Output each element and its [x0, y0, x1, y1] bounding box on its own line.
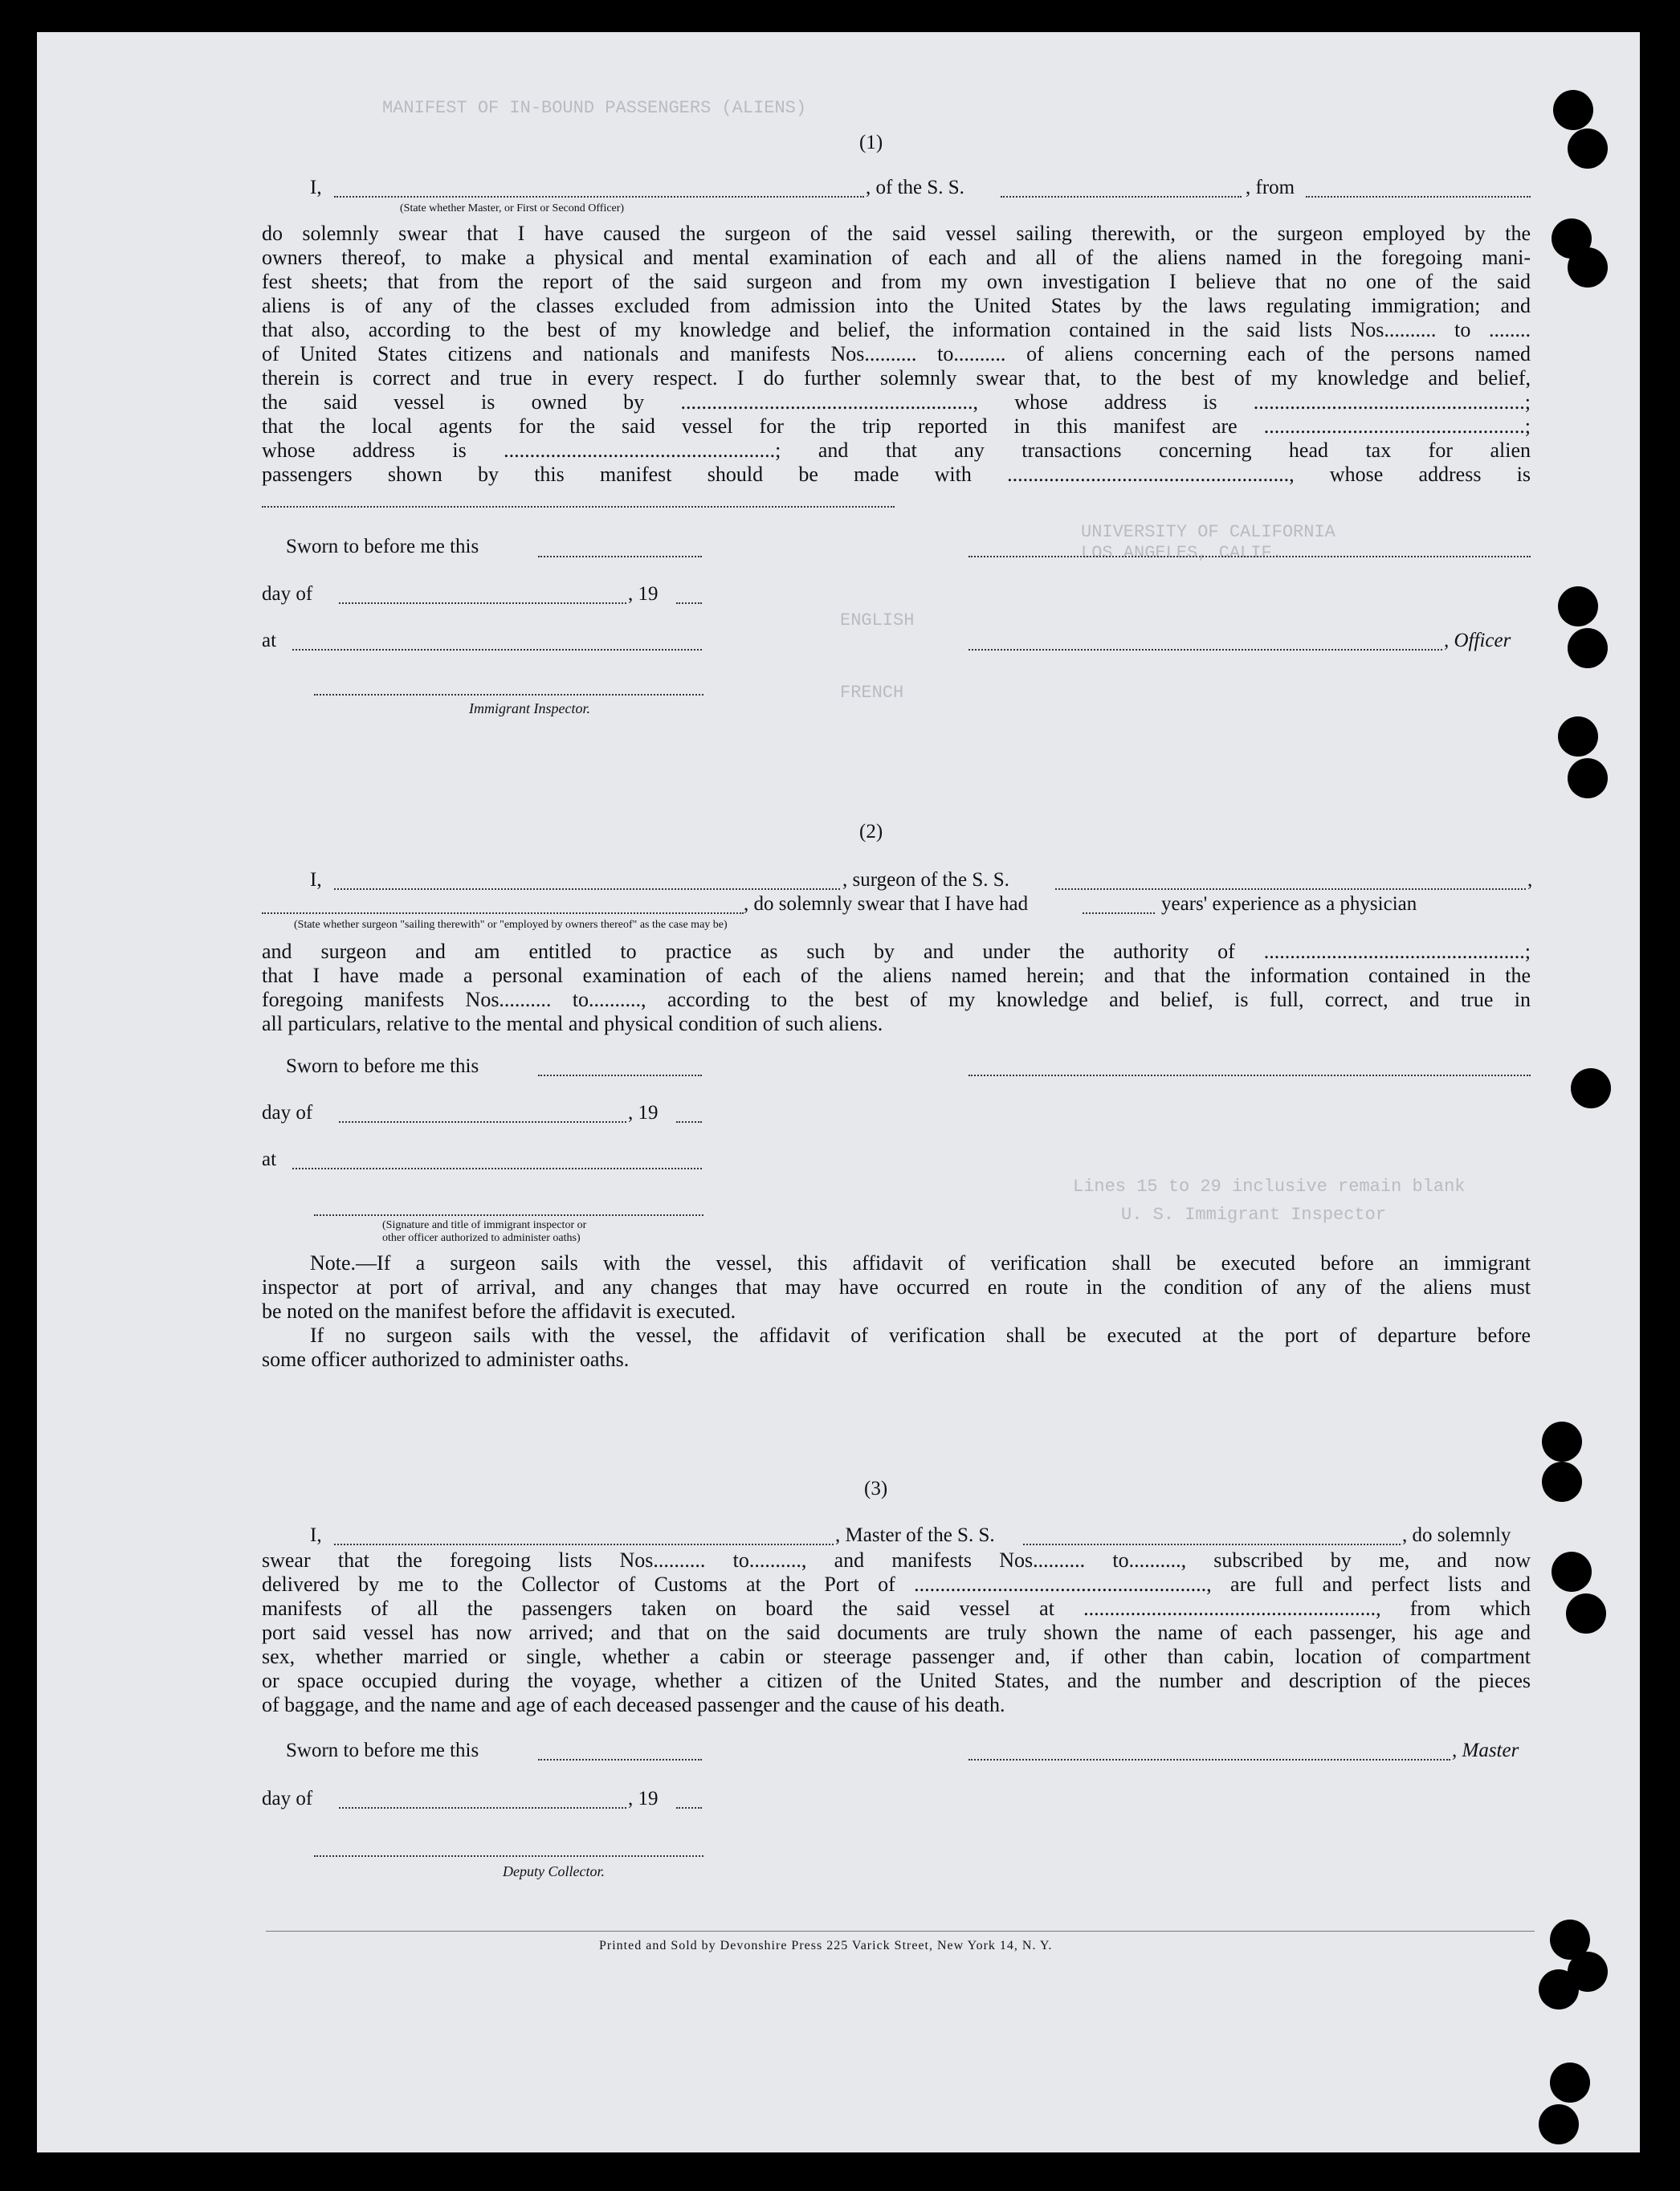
document-page — [37, 32, 1640, 2152]
years-experience-field[interactable] — [1083, 912, 1155, 914]
sworn-label: Sworn to before me this — [286, 536, 479, 557]
bleed-through-line: UNIVERSITY OF CALIFORNIA — [1081, 522, 1335, 542]
sworn-date-field[interactable] — [538, 1075, 702, 1076]
year-prefix: , 19 — [628, 583, 659, 605]
inspector-label: Immigrant Inspector. — [469, 700, 590, 716]
paragraph-line: inspector at port of arrival, and any changes that may have occurred en route in the condition of any of the aliens must — [262, 1275, 1531, 1299]
surgeon-vessel-field[interactable] — [1055, 888, 1526, 890]
paragraph-line: passengers shown by this manifest should be made with ......................................................, whose address is — [262, 463, 1531, 486]
paragraph-line: whose address is ....................................................; and that any transactions concerning head tax for alien — [262, 439, 1531, 462]
punch-hole — [1558, 586, 1598, 626]
paragraph-line: swear that the foregoing lists Nos.......... to.........., and manifests Nos.......... to.........., subscribed by me, and now — [262, 1548, 1531, 1572]
bleed-through-header: MANIFEST OF IN-BOUND PASSENGERS (ALIENS) — [382, 98, 807, 118]
day-of-field[interactable] — [339, 1807, 626, 1809]
officer-signature-line-1[interactable] — [968, 556, 1531, 557]
at-place-field[interactable] — [292, 649, 702, 651]
bleed-through-line: FRENCH — [840, 683, 904, 703]
inspector-signature-field[interactable] — [314, 694, 703, 696]
paragraph-line: of baggage, and the name and age of each deceased passenger and the cause of his death. — [262, 1693, 1005, 1716]
section-2-swear: , do solemnly swear that I have had — [744, 893, 1029, 915]
master-signature-field[interactable] — [968, 1759, 1450, 1761]
section-2-i: I, — [310, 869, 322, 891]
paragraph-line: delivered by me to the Collector of Customs at the Port of ........................................................, are full and perfect lists and — [262, 1573, 1531, 1596]
paragraph-line: that I have made a personal examination of each of the aliens named herein; and that the information contained in the — [262, 964, 1531, 987]
bleed-through-line: U. S. Immigrant Inspector — [1121, 1205, 1387, 1225]
paragraph-line: foregoing manifests Nos.......... to.........., according to the best of my knowledge and belief, is full, correct, and true in — [262, 988, 1531, 1011]
bleed-through-line: Lines 15 to 29 inclusive remain blank — [1073, 1177, 1466, 1197]
section-1-i: I, — [310, 177, 322, 198]
punch-hole — [1568, 247, 1608, 288]
paragraph-line: of United States citizens and nationals and manifests Nos.......... to.......... of aliens concerning each of the persons named — [262, 342, 1531, 365]
paragraph-line: fest sheets; that from the report of the said surgeon and from my own investigation I believe that no one of the said — [262, 270, 1531, 293]
paragraph-line: do solemnly swear that I have caused the surgeon of the said vessel sailing therewith, or the surgeon employed by the — [262, 222, 1531, 245]
section-1-number: (1) — [859, 132, 883, 153]
section-2-years: years' experience as a physician — [1161, 893, 1417, 915]
at-label: at — [262, 1149, 277, 1170]
signature-note-1: (Signature and title of immigrant inspector or — [382, 1219, 587, 1231]
punch-hole — [1568, 129, 1608, 169]
deputy-collector-label: Deputy Collector. — [503, 1863, 605, 1879]
paragraph-line: Note.—If a surgeon sails with the vessel, this affidavit of verification shall be executed before an immigrant — [310, 1251, 1531, 1275]
bleed-through-line: LOS ANGELES, CALIF. — [1081, 543, 1282, 563]
sworn-date-field[interactable] — [538, 1759, 702, 1761]
punch-hole — [1571, 1068, 1611, 1108]
master-field[interactable] — [334, 196, 864, 198]
printer-footer: Printed and Sold by Devonshire Press 225 Varick Street, New York 14, N. Y. — [599, 1939, 1053, 1952]
year-field[interactable] — [676, 1807, 702, 1809]
section-3-master-of-ss: , Master of the S. S. — [835, 1524, 995, 1546]
punch-hole — [1568, 628, 1608, 668]
address-continuation-field[interactable] — [262, 506, 895, 508]
punch-hole — [1542, 1462, 1582, 1502]
surgeon-status-field[interactable] — [262, 912, 744, 914]
punch-hole — [1566, 1593, 1606, 1634]
bleed-through-line: ENGLISH — [840, 610, 915, 630]
section-2-number: (2) — [859, 821, 883, 843]
paragraph-line: aliens is of any of the classes excluded from admission into the United States by the laws regulating immigration; and — [262, 294, 1531, 317]
paragraph-line: therein is correct and true in every respect. I do further solemnly swear that, to the best of my knowledge and belief, — [262, 366, 1531, 390]
master-vessel-field[interactable] — [1023, 1544, 1401, 1545]
punch-hole — [1539, 2104, 1579, 2144]
year-field[interactable] — [676, 1121, 702, 1123]
at-place-field[interactable] — [292, 1168, 702, 1169]
paragraph-line: sex, whether married or single, whether a cabin or steerage passenger and, if other than cabin, location of compartment — [262, 1645, 1531, 1668]
section-3-i: I, — [310, 1524, 322, 1546]
punch-hole — [1550, 2062, 1590, 2103]
punch-hole — [1558, 716, 1598, 757]
surgeon-name-field[interactable] — [334, 888, 840, 890]
inspector-signature-field[interactable] — [314, 1214, 703, 1216]
section-2-comma: , — [1527, 869, 1533, 891]
paragraph-line: port said vessel has now arrived; and that on the said documents are truly shown the name of each passenger, his age and — [262, 1621, 1531, 1644]
punch-hole — [1568, 758, 1608, 798]
day-of-label: day of — [262, 1102, 313, 1124]
sworn-label: Sworn to before me this — [286, 1055, 479, 1077]
punch-hole — [1552, 1552, 1592, 1592]
section-1-from: , from — [1246, 177, 1295, 198]
year-field[interactable] — [676, 602, 702, 604]
punch-hole — [1542, 1422, 1582, 1462]
surgeon-signature-field[interactable] — [968, 1075, 1531, 1076]
master-label: , Master — [1452, 1740, 1519, 1761]
paragraph-line: that also, according to the best of my knowledge and belief, the information contained in the said lists Nos.......... to ........ — [262, 318, 1531, 341]
vessel-name-field[interactable] — [1001, 196, 1242, 198]
day-of-label: day of — [262, 1788, 313, 1810]
officer-label: , Officer — [1444, 630, 1511, 651]
signature-note-2: other officer authorized to administer oaths) — [382, 1232, 581, 1244]
section-2-surgeon-of-ss: , surgeon of the S. S. — [842, 869, 1009, 891]
punch-hole — [1539, 1969, 1579, 2009]
section-1-note: (State whether Master, or First or Second Officer) — [400, 202, 625, 214]
paragraph-line: the said vessel is owned by ........................................................, whose address is ....................................................; — [262, 390, 1531, 414]
footer-rule — [266, 1931, 1535, 1932]
section-1-of-ss: , of the S. S. — [866, 177, 964, 198]
from-port-field[interactable] — [1306, 196, 1531, 198]
section-3-number: (3) — [864, 1478, 888, 1499]
sworn-date-field[interactable] — [538, 556, 702, 557]
paragraph-line: manifests of all the passengers taken on board the said vessel at ........................................................, from which — [262, 1597, 1531, 1620]
master-name-field[interactable] — [334, 1544, 834, 1545]
paragraph-line: that the local agents for the said vessel for the trip reported in this manifest are ..................................................; — [262, 414, 1531, 438]
day-of-field[interactable] — [339, 602, 626, 604]
paragraph-line: some officer authorized to administer oaths. — [262, 1348, 630, 1371]
deputy-collector-signature-field[interactable] — [314, 1855, 703, 1857]
officer-signature-field[interactable] — [968, 649, 1442, 651]
section-3-swear: , do solemnly — [1402, 1524, 1511, 1546]
section-2-note: (State whether surgeon "sailing therewith" or "employed by owners thereof" as the case may be) — [294, 919, 728, 931]
sworn-label: Sworn to before me this — [286, 1740, 479, 1761]
paragraph-line: or space occupied during the voyage, whether a citizen of the United States, and the number and description of the pieces — [262, 1669, 1531, 1692]
at-label: at — [262, 630, 277, 651]
punch-hole — [1553, 90, 1593, 130]
year-prefix: , 19 — [628, 1102, 659, 1124]
paragraph-line: and surgeon and am entitled to practice as such by and under the authority of ..................................................; — [262, 940, 1531, 963]
year-prefix: , 19 — [628, 1788, 659, 1810]
paragraph-line: owners thereof, to make a physical and mental examination of each and all of the aliens named in the foregoing mani- — [262, 246, 1531, 269]
day-of-field[interactable] — [339, 1121, 626, 1123]
paragraph-line: all particulars, relative to the mental and physical condition of such aliens. — [262, 1012, 883, 1035]
paragraph-line: If no surgeon sails with the vessel, the affidavit of verification shall be executed at the port of departure before — [310, 1324, 1531, 1347]
paragraph-line: be noted on the manifest before the affidavit is executed. — [262, 1300, 736, 1323]
day-of-label: day of — [262, 583, 313, 605]
